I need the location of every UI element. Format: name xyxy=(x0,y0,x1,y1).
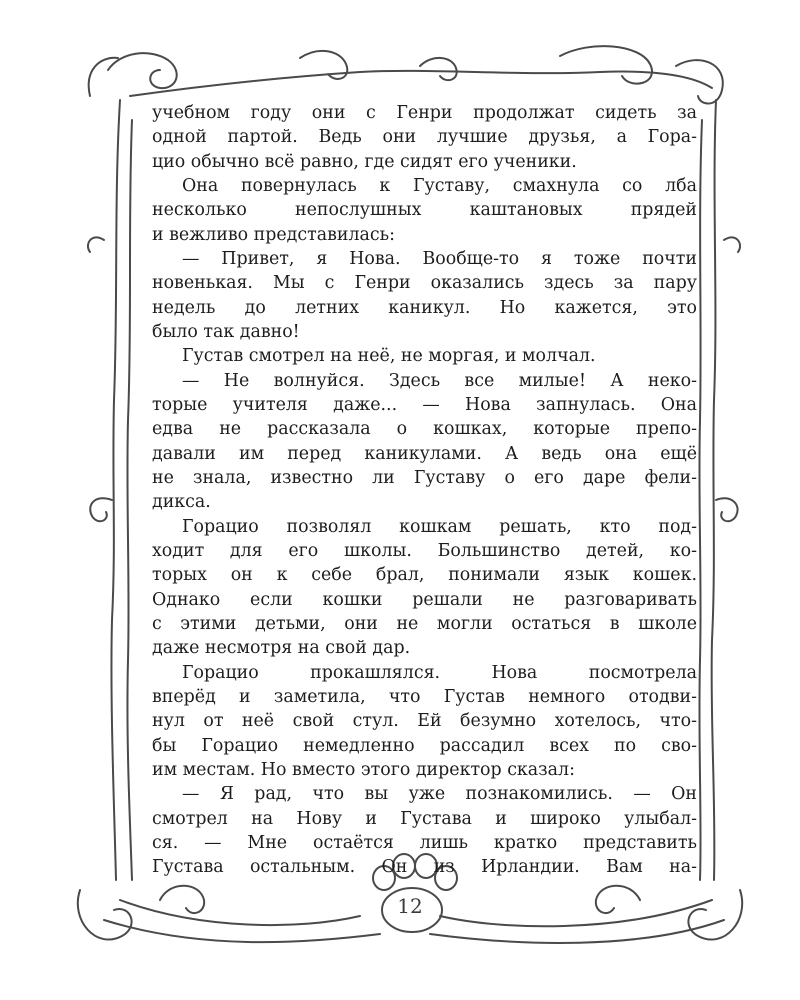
text-line: вперёд и заметила, что Густав немного отодви- xyxy=(152,686,697,707)
text-line: Густав смотрел на неё, не моргая, и молчал. xyxy=(182,346,596,367)
frame-left-line xyxy=(111,100,120,880)
frame-left-swirl2 xyxy=(88,237,104,252)
text-line: смотрел на Нову и Густава и широко улыбал- xyxy=(152,808,697,829)
text-line: едва не рассказала о кошках, которые препо- xyxy=(152,419,697,440)
text-line: недель до летних каникул. Но кажется, это xyxy=(152,297,697,318)
frame-bottom-swirl-left xyxy=(78,890,132,940)
frame-right-line xyxy=(712,100,716,880)
frame-right-swirl xyxy=(716,498,738,521)
text-line: Горацио прокашлялся. Нова посмотрела xyxy=(182,662,697,683)
text-line: — Привет, я Нова. Вообще-то я тоже почти xyxy=(182,248,697,269)
text-line: Однако если кошки решали не разговаривать xyxy=(152,589,697,610)
text-line: — Не волнуйся. Здесь все милые! А неко- xyxy=(182,370,697,391)
text-line: цио обычно всё равно, где сидят его ученики. xyxy=(152,151,577,172)
text-line: одной партой. Ведь они лучшие друзья, а Гора- xyxy=(152,127,697,148)
frame-right-line-inner xyxy=(699,120,702,880)
text-line: было так давно! xyxy=(152,321,300,342)
frame-top-line xyxy=(130,71,712,96)
text-line: с этими детьми, они не могли остаться в школе xyxy=(152,613,697,634)
text-line: бы Горацио немедленно рассадил всех по сво- xyxy=(152,735,697,756)
text-line: дикса. xyxy=(152,492,211,513)
text-line: — Я рад, что вы уже познакомились. — Он xyxy=(182,784,697,805)
text-line: не знала, известно ли Густаву о его даре фели- xyxy=(152,467,697,488)
text-line: им местам. Но вместо этого директор сказал: xyxy=(152,759,575,780)
text-line: ся. — Мне остаётся лишь кратко представить xyxy=(152,832,697,853)
frame-top-swirl-right xyxy=(560,46,652,84)
frame-left-swirl xyxy=(90,498,112,521)
frame-bottom-swirl-left2 xyxy=(160,886,204,913)
frame-left-line-inner xyxy=(127,120,132,880)
text-line: несколько непослушных каштановых прядей xyxy=(152,200,697,221)
frame-bottom-swirl-right xyxy=(688,890,742,940)
body-text xyxy=(152,101,697,880)
text-line: нул от неё свой стул. Ей безумно хотелось, что- xyxy=(152,711,697,732)
text-line: Горацио позволял кошкам решать, кто под- xyxy=(182,516,697,537)
text-line: даже несмотря на свой дар. xyxy=(152,638,411,659)
text-line: учебном году они с Генри продолжат сидеть за xyxy=(152,103,697,123)
text-line: ходит для его школы. Большинство детей, ко- xyxy=(152,540,697,561)
text-line: и вежливо представилась: xyxy=(152,224,395,245)
text-line: давали им перед каникулами. А ведь она ещё xyxy=(152,443,697,464)
text-line: Густава остальным. Он из Ирландии. Вам на- xyxy=(152,857,697,878)
text-line: новенькая. Мы с Генри оказались здесь за пару xyxy=(152,273,697,294)
frame-right-swirl2 xyxy=(724,237,740,252)
text-line: Она повернулась к Густаву, смахнула со лба xyxy=(182,175,697,196)
text-line: торые учителя даже... — Нова запнулась. Она xyxy=(152,394,697,415)
text-line: торых он к себе брал, понимали язык кошек. xyxy=(152,565,697,586)
frame-top-swirl-mid2 xyxy=(420,58,457,80)
page-number: 12 xyxy=(397,894,423,918)
frame-bottom-swirl-right2 xyxy=(596,886,640,913)
